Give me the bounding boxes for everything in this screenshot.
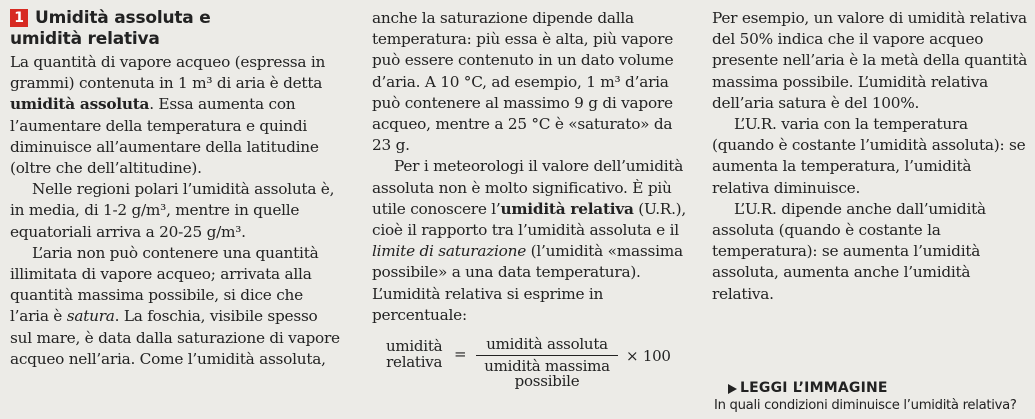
paragraph-saturation-temperature: anche la saturazione dipende dalla temperatura: più essa è alta, più vapore può essere contenuto in un dato volume d’aria. A 10 °C, ad esempio, 1 m³ d’aria può contenere al massimo 9 g di vapore acqueo, mentre a 25 °C è «saturato» da 23 g.	[372, 9, 674, 155]
triangle-arrow-icon	[728, 384, 737, 394]
term-relative-humidity: umidità relativa	[500, 199, 634, 218]
text-span: L’aria non può contenere una quantità illimitata di vapore acqueo; arrivata alla quantità massima possibile, si dice che l’aria è	[10, 243, 319, 326]
column-right	[712, 8, 1030, 305]
section-title-line1: Umidità assoluta e	[35, 8, 211, 28]
column-middle	[372, 8, 688, 391]
fraction-bar	[476, 355, 618, 356]
paragraph-example: Per esempio, un valore di umidità relativa del 50% indica che il vapore acqueo presente nell’aria è la metà della quantità massima possibile. L’umidità relativa dell’aria satura è del 100%.	[712, 9, 1028, 112]
section-number-badge: 1	[10, 9, 28, 27]
paragraph-ur-absolute: L’U.R. dipende anche dall’umidità assoluta (quando è costante la temperatura): se aumenta l’umidità assoluta, aumenta anche l’umidità relativa.	[712, 199, 986, 303]
formula-lhs-line1: umidità	[386, 337, 443, 356]
formula-lhs-line2: relativa	[386, 353, 443, 372]
formula-times-100: × 100	[626, 347, 671, 366]
formula-equals: =	[454, 345, 467, 364]
text-span: . La foschia, visibile spesso sul mare, è data dalla saturazione di vapore acqueo nell’aria. Come l’umidità assoluta,	[10, 307, 340, 368]
term-saturation-limit: limite di saturazione	[372, 242, 527, 261]
callout-title: LEGGI L’IMMAGINE	[740, 380, 888, 396]
text-span: . Essa aumenta con l’aumentare della temperatura e quindi diminuisce all’aumentare della latitudine (oltre che dell’altitudine).	[10, 95, 319, 178]
formula-numerator: umidità assoluta	[486, 335, 608, 354]
text-span: Per i meteorologi il valore dell’umidità assoluta non è molto significativo. È più utile conoscere l’	[372, 157, 684, 218]
formula-denominator-line1: umidità massima	[484, 357, 610, 376]
paragraph-ur-temperature: L’U.R. varia con la temperatura (quando è costante l’umidità assoluta): se aumenta la temperatura, l’umidità relativa diminuisce.	[712, 115, 1026, 197]
term-satura: satura	[66, 307, 115, 326]
text-span: (U.R.), cioè il rapporto tra l’umidità assoluta e il	[372, 199, 687, 240]
callout-question: In quali condizioni diminuisce l’umidità relativa?	[714, 398, 1017, 413]
formula-lhs	[386, 338, 442, 370]
section-title-line2: umidità relativa	[10, 29, 160, 49]
text-span: La quantità di vapore acqueo (espressa in grammi) contenuta in 1 m³ di aria è detta	[10, 53, 326, 93]
paragraph-polar-equatorial: Nelle regioni polari l’umidità assoluta è, in media, di 1-2 g/m³, mentre in quelle equatoriali arriva a 20-25 g/m³.	[10, 180, 335, 241]
paragraph-relative-humidity	[372, 156, 688, 326]
formula-denominator-line2: possibile	[514, 372, 580, 391]
section-heading	[10, 8, 340, 50]
term-absolute-humidity: umidità assoluta	[10, 95, 150, 114]
column-left	[10, 8, 340, 370]
relative-humidity-formula	[372, 332, 688, 391]
text-span: (l’umidità «massima possibile» a una data temperatura). L’umidità relativa si esprime in percentuale:	[372, 242, 683, 324]
formula-denominator	[476, 359, 618, 389]
paragraph-saturation	[10, 243, 340, 370]
paragraph-absolute-humidity	[10, 52, 340, 179]
